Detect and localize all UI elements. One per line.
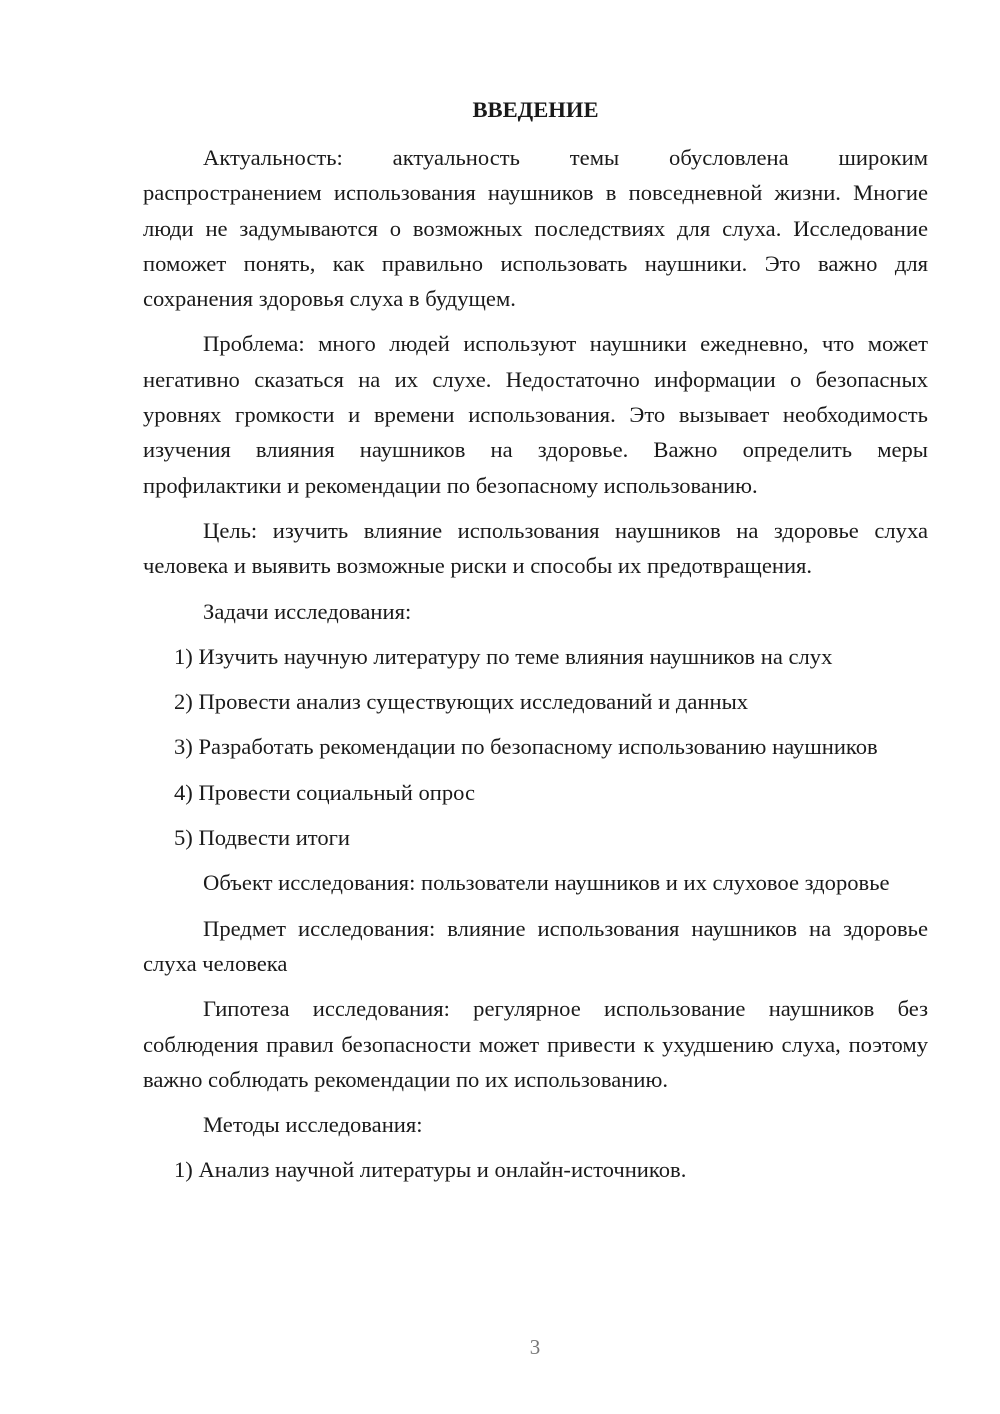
task-item-1: 1) Изучить научную литературу по теме влияния наушников на слух bbox=[174, 643, 833, 669]
task-item-5: 5) Подвести итоги bbox=[174, 825, 351, 851]
task-item-2: 2) Провести анализ существующих исследований и данных bbox=[174, 689, 749, 715]
methods-title: Методы исследования: bbox=[203, 1112, 423, 1138]
method-item-1: 1) Анализ научной литературы и онлайн-источников. bbox=[174, 1157, 687, 1183]
task-item-4: 4) Провести социальный опрос bbox=[174, 779, 476, 805]
tasks-title: Задачи исследования: bbox=[203, 598, 412, 624]
relevance-paragraph: Актуальность: актуальность темы обусловлена широким распространением использования наушников в повседневной жизни. Многие люди не задумываются о возможных последствиях для слуха. Исследование поможет понять, как правильно использовать наушники. Это важно для сохранения здоровья слуха в будущем. bbox=[143, 145, 928, 312]
problem-paragraph: Проблема: много людей используют наушники ежедневно, что может негативно сказаться на их слухе. Недостаточно информации о безопасных уровнях громкости и времени использования. Это вызывает необходимость изучения влияния наушников на здоровье. Важно определить меры профилактики и рекомендации по безопасному использованию. bbox=[143, 331, 928, 498]
section-heading: ВВЕДЕНИЕ bbox=[472, 97, 599, 122]
goal-paragraph: Цель: изучить влияние использования наушников на здоровье слуха человека и выявить возможные риски и способы их предотвращения. bbox=[143, 517, 928, 579]
hypothesis-paragraph: Гипотеза исследования: регулярное использование наушников без соблюдения правил безопасности может привести к ухудшению слуха, поэтому важно соблюдать рекомендации по их использованию. bbox=[143, 996, 928, 1092]
task-item-3: 3) Разработать рекомендации по безопасному использованию наушников bbox=[174, 734, 878, 760]
object-paragraph: Объект исследования: пользователи наушников и их слуховое здоровье bbox=[203, 870, 890, 896]
subject-paragraph: Предмет исследования: влияние использования наушников на здоровье слуха человека bbox=[143, 915, 928, 976]
page-number: 3 bbox=[529, 1335, 541, 1359]
document-page bbox=[143, 96, 928, 1198]
